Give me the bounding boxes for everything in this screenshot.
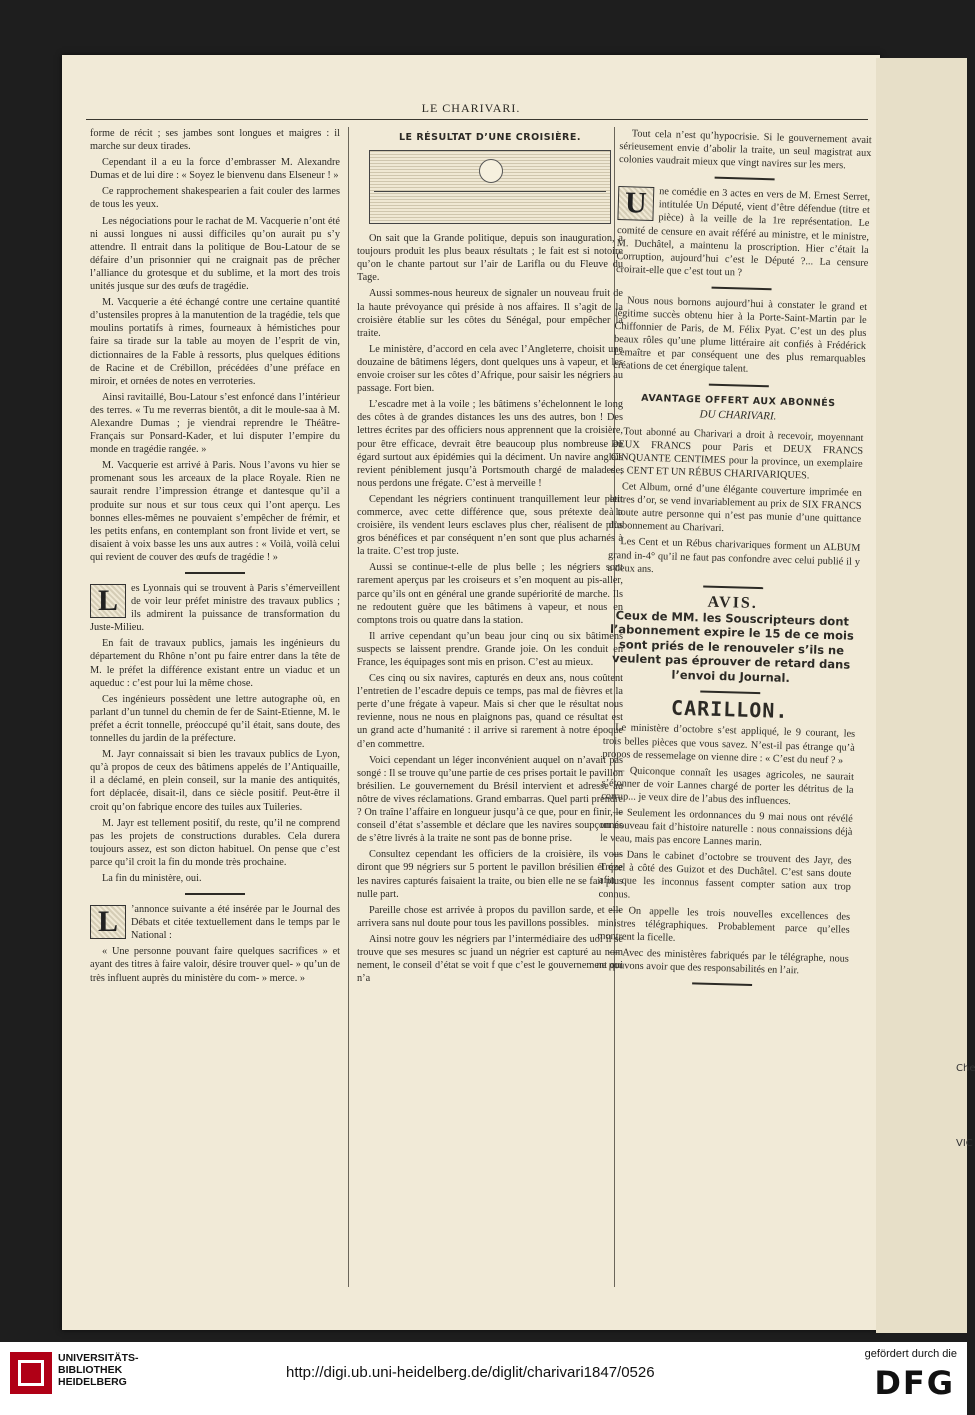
paragraph: — Seulement les ordonnances du 9 mai nous ont révélé un nouveau fait d’histoire naturelle : nous connaissions déjà le veau, mais pas encore Lannes marin. bbox=[599, 807, 853, 849]
header-rule bbox=[86, 119, 868, 120]
sun-engraving bbox=[479, 159, 503, 183]
paragraph: Tout cela n’est qu’hypocrisie. Si le gouvernement avait sérieusement envie d’abolir la traite, un seul magistrat aux colonies vaudrait mieux que vingt navires sur les mers. bbox=[618, 128, 872, 172]
column-divider bbox=[348, 127, 349, 1287]
paragraph: Cependant les négriers continuent tranquillement leur petit commerce, avec cette différence que, sous prétexte de la croisière, ils vendent leurs esclaves plus cher, réalisent de plus gros bénéfices et par conséquent n’en sont que plus acharnés à la traite. C’est trop juste. bbox=[357, 493, 623, 558]
paragraph: L’escadre met à la voile ; les bâtimens s’échelonnent le long des côtes à de grandes distances les uns des autres, bon ! Des lettres écrites par des officiers nous apprennent que la croisière, pour être efficace, devrait être beaucoup plus nombreuse eu égard surtout aux épidémies qui la déciment. Un navire anglais revient péniblement jusqu’à Portsmouth chargé de malades ; nous perdons une frégate. C’est à merveille ! bbox=[357, 399, 623, 489]
annonce-article bbox=[90, 903, 340, 942]
paragraph: — Dans le cabinet d’octobre se trouvent des Jayr, des Trézel à côté des Guizot et des Duchâtel. C’est sans doute afin que les inconnus fassent compter sation aux trop connus. bbox=[598, 849, 852, 901]
section-separator bbox=[709, 383, 769, 387]
paragraph: Il arrive cependant qu’un beau jour cinq ou six bâtimens suspects se laissent prendre. Grande joie. On les conduit en France, les équipages sont mis en prison. C’est au mieux. bbox=[357, 630, 623, 668]
funding-label: gefördert durch die bbox=[864, 1348, 957, 1360]
section-separator bbox=[715, 177, 775, 181]
paragraph: Ces cinq ou six navires, capturés en deux ans, nous coûtent l’entretien de l’escadre depuis ce temps, pas mal de fièvres et la perte d’une frégate à vapeur. Mais si cher que le résultat nous revienne, nous ne nous en plaignons pas, quand ce résultat est un grand acte d’humanité : il arrive si rarement à notre époque d’en commettre. bbox=[357, 673, 623, 750]
paragraph: — On appelle les trois nouvelles excellences des ministres télégraphiques. Probablement parce qu’elles montrent la ficelle. bbox=[597, 904, 851, 944]
avis-title: AVIS. bbox=[707, 593, 759, 612]
paragraph: Ainsi ravitaillé, Bou-Latour s’est enfoncé dans l’intérieur des terres. « Tu me reverras bientôt, a dit le moule-saa à M. Alexandre Dumas ; je viendrai reprendre le Théâtre-Français sur Ponsard-Kader, et lui disputer l’empire du monde en tragédie rangée. » bbox=[90, 391, 340, 456]
paragraph: ne comédie en 3 actes en vers de M. Ernest Serret, intitulée Un Député, vient d’être défendue (titre et pièce) à la veille de la 1re représentation. Le comité de censure en avait référé au ministre, et le ministre, M. Duchâtel, a maintenu la proscription. Hier c’était la Corruption, aujourd’hui c’est le Député ?... La censure croirait-elle que c’est tout un ? bbox=[615, 186, 871, 279]
library-name-line: BIBLIOTHEK bbox=[58, 1364, 123, 1376]
newspaper-page bbox=[62, 55, 880, 1330]
paragraph: Aussi se continue-t-elle de plus belle ; les négriers sont rarement aperçus par les croiseurs et s’en moquent au pis-aller, parce qu’ils ont en général une grande supériorité de marche. Ils ne redoutent guère que les bâtimens à vapeur, et nous en comptons trois ou quatre dans la station. bbox=[357, 562, 623, 626]
viewer-footer bbox=[0, 1342, 967, 1415]
library-name-line: UNIVERSITÄTS- bbox=[58, 1352, 139, 1364]
section-separator bbox=[712, 287, 772, 291]
avis-notice: Ceux de MM. les Souscripteurs dont l’abonnement expire le 15 de ce mois sont priés de le renouveler s’ils ne veulent pas éprouver de retard dans l’envoi du Journal. bbox=[609, 607, 854, 685]
section-separator bbox=[703, 585, 763, 589]
carillon-title: CARILLON. bbox=[670, 695, 789, 724]
paragraph: Pareille chose est arrivée à propos du pavillon sarde, et elle arrivera sans nul doute pour tous les pavillons possibles. bbox=[357, 904, 623, 929]
paragraph: — Quiconque connaît les usages agricoles, ne saurait s’étonner de voir Lannes chargé de porter les détritus de la corrup... je veux dire de l’abus des influences. bbox=[601, 764, 855, 807]
lyonnais-article bbox=[90, 582, 340, 634]
paragraph: Ainsi notre gouv les négriers par l’intermédiaire des uoi il se trouve que ses mesures sc juand un négrier est capturé au nom nement, le conseil d’état se voit f que c’est le gouvernement qui n’a bbox=[357, 933, 623, 985]
masthead: LE CHARIVARI. bbox=[421, 101, 521, 115]
paragraph: Aussi sommes-nous heureux de signaler un nouveau fruit de la haute prévoyance qui préside à nos affaires. Il s’agit de la croisière établie sur les côtes du Sénégal, pour empêcher la traite. bbox=[357, 288, 623, 339]
paragraph: M. Vacquerie est arrivé à Paris. Nous l’avons vu hier se promenant sous les arceaux de la place Royale. Rien ne saurait rendre l’impression étrange et dantesque qu’il a produite sur nous et sur tous ceux qui l’ont aperçu. Les bonnes elles-mêmes ne pouvaient s’empêcher de frémir, et les petits enfans, en contemplant son front livide et vert, se disaient à voix basse les uns aux autres : « Voilà, voilà celui qui revient de couver des œufs de tragédie ! » bbox=[90, 460, 340, 563]
section-separator bbox=[185, 572, 245, 574]
article-headline: LE RÉSULTAT D’UNE CROISIÈRE. bbox=[399, 132, 581, 143]
paragraph: Les Cent et un Rébus charivariques forment un ALBUM grand in-4° qu’il ne faut pas confondre avec celui publié il y a deux ans. bbox=[607, 536, 861, 575]
paragraph: M. Jayr connaissait si bien les travaux publics de Lyon, qu’à propos de ceux des bâtimens appelés de l’Antiquaille, il a déclamé, en plein conseil, sur la manie des antiquités, fort déplacée, disait-il, dans ce siècle positif. Peut-être il croit qu’on fabrique encore des tuiles aux Tuileries. bbox=[90, 749, 340, 813]
paragraph: Cet Album, orné d’une élégante couverture imprimée en lettres d’or, se vend invariablement au prix de SIX FRANCS à toute autre personne qui n’est pas munie d’une quittance d’abonnement au Charivari. bbox=[608, 481, 863, 535]
drop-cap-letter: L bbox=[90, 905, 126, 939]
library-name bbox=[58, 1352, 139, 1388]
comedie-article bbox=[616, 184, 870, 283]
column-1 bbox=[90, 127, 340, 988]
section-separator bbox=[692, 982, 752, 986]
section-title: AVANTAGE OFFERT AUX ABONNÉS bbox=[641, 392, 836, 409]
permalink-url[interactable]: http://digi.ub.uni-heidelberg.de/diglit/charivari1847/0526 bbox=[286, 1364, 655, 1381]
drop-cap-letter: L bbox=[90, 584, 126, 618]
paragraph: ’annonce suivante a été insérée par le Journal des Débats et citée textuellement dans le temps par le National : bbox=[131, 904, 340, 942]
university-library-logo-icon[interactable] bbox=[10, 1352, 52, 1394]
column-2 bbox=[357, 127, 623, 988]
adjacent-page-text: Che bbox=[956, 1063, 975, 1074]
section-separator bbox=[700, 691, 760, 695]
seascape-illustration bbox=[369, 150, 611, 224]
library-name-line: HEIDELBERG bbox=[58, 1376, 127, 1388]
paragraph: La fin du ministère, oui. bbox=[102, 872, 202, 884]
paragraph: Ce rapprochement shakespearien a fait couler des larmes de tous les yeux. bbox=[90, 186, 340, 211]
section-separator bbox=[185, 893, 245, 895]
paragraph: M. Vacquerie a été échangé contre une certaine quantité d’ustensiles propres à la manutention de la tragédie, tels que moulins portatifs à rimes, fourneaux à hémistiches pour faire sa tirade sur la table au moyen de l’esprit de vin, dictionnaires de la Fable à ressorts, plus quelques éditions de Racine et de Crébillon, précédées d’une préface en miroir, et ornées de notes en verroteries. bbox=[90, 297, 340, 387]
paragraph: Consultez cependant les officiers de la croisière, ils vous diront que 99 négriers sur 5 portent le pavillon brésilien et que les navires capturés faisaient la traite, ou bien elle ne se fait plus nulle part. bbox=[357, 849, 623, 900]
adjacent-page-text: VIC bbox=[956, 1138, 973, 1149]
paragraph: Le ministère d’octobre s’est appliqué, le 9 courant, les trois belles pièces que vous savez. N’est-il pas étrange qu’à propos de ressemelage on vienne dire : « C’est du neuf ? » bbox=[602, 722, 856, 767]
paragraph: M. Jayr est tellement positif, du reste, qu’il ne comprend pas les projets de constructions durables. Cela durera toujours assez, est son dicton habituel. On pense que c’est parce qu’il croit la fin du monde très prochaine. bbox=[90, 817, 340, 868]
paragraph: Le ministère, d’accord en cela avec l’Angleterre, choisit une douzaine de bâtimens légers, dont quelques uns à vapeur, et les envoie croiser sur les côtes d’Afrique, pour saisir les négriers au passage. Fort bien. bbox=[357, 343, 623, 395]
paragraph: Les négociations pour le rachat de M. Vacquerie n’ont été ni aussi longues ni aussi difficiles qu’on aurait pu s’y attendre. Il entrait dans la politique de Bou-Latour de se défaire d’un prisonnier qui ne craignait pas de prêcher l’alliance du grotesque et du sublime, et la mort des trois unités jusque sur des œufs de tragédie. bbox=[90, 215, 340, 293]
paragraph: Ces ingénieurs possèdent une lettre autographe où, en parlant d’un tunnel du chemin de fer de Saint-Etienne, M. le préfet a écrit tonnelle, préoccupé qu’il était, sans doute, des tonnelles du jardin de la préfecture. bbox=[90, 693, 340, 745]
drop-cap-letter: U bbox=[617, 186, 654, 221]
paragraph: Cependant il a eu la force d’embrasser M. Alexandre Dumas et de lui dire : « Soyez le bienvenu dans Elseneur ! » bbox=[90, 157, 340, 182]
paragraph: Voici cependant un léger inconvénient auquel on n’avait pas songé : Il se trouve qu’une partie de ces prises portait le pavillon brésilien. Le gouvernement du Brésil intervient et adresse au nôtre de vives réclamations. Grand embarras. Quel parti prendre ? On traîne l’affaire en longueur jusqu’à ce que, pour en finir, le conseil d’état s’assemble et déclare que les navires soupçonnés de s’être livrés à la traite ne sont pas de bonne prise. bbox=[357, 754, 623, 845]
quote: « Une personne pouvant faire quelques sacrifices » et ayant des titres à faire valoir, désire trouver quel- » qu’un de très influent auprès du ministère du com- » merce. » bbox=[90, 946, 340, 984]
paragraph: On sait que la Grande politique, depuis son inauguration, a toujours produit les plus beaux résultats ; le fait est si notoire qu’on le chante partout sur l’air de Larifla ou du Fleuve du Tage. bbox=[357, 233, 623, 284]
horizon-line bbox=[374, 191, 606, 192]
paragraph: forme de récit ; ses jambes sont longues et maigres : il marche sur deux tirades. bbox=[90, 128, 340, 153]
paragraph: En fait de travaux publics, jamais les ingénieurs du département du Rhône n’ont pu faire entrer dans la tête de M. le préfet la différence existant entre un viaduc et un aqueduc : c’est pour lui la même chose. bbox=[90, 638, 340, 689]
dfg-logo[interactable]: DFG bbox=[874, 1364, 955, 1402]
adjacent-page-edge bbox=[876, 58, 975, 1333]
column-3 bbox=[596, 127, 872, 997]
paragraph: Tout abonné au Charivari a droit à recevoir, moyennant DEUX FRANCS pour Paris et DEUX FRANCS CINQUANTE CENTIMES pour la province, un exemplaire des CENT ET UN RÉBUS CHARIVARIQUES. bbox=[610, 425, 864, 482]
paragraph: es Lyonnais qui se trouvent à Paris s’émerveillent de voir leur préfet ministre des travaux publics ; ils admirent la puissance de transformation du Juste-Milieu. bbox=[90, 583, 340, 634]
paragraph: — Avec des ministères fabriqués par le télégraphe, nous ne pouvons avoir que des responsabilités en l’air. bbox=[596, 946, 850, 977]
paragraph: Nous nous bornons aujourd’hui à constater le grand et légitime succès obtenu hier à la Porte-Saint-Martin par le Chiffonnier de Paris, de M. Félix Pyat. C’est un des plus beaux rôles qu’une plume littéraire ait confiés à Frédérick Lemaître et par conséquent une des plus remarquables créations de cet énergique talent. bbox=[613, 295, 868, 376]
section-subtitle: DU CHARIVARI. bbox=[699, 407, 777, 423]
